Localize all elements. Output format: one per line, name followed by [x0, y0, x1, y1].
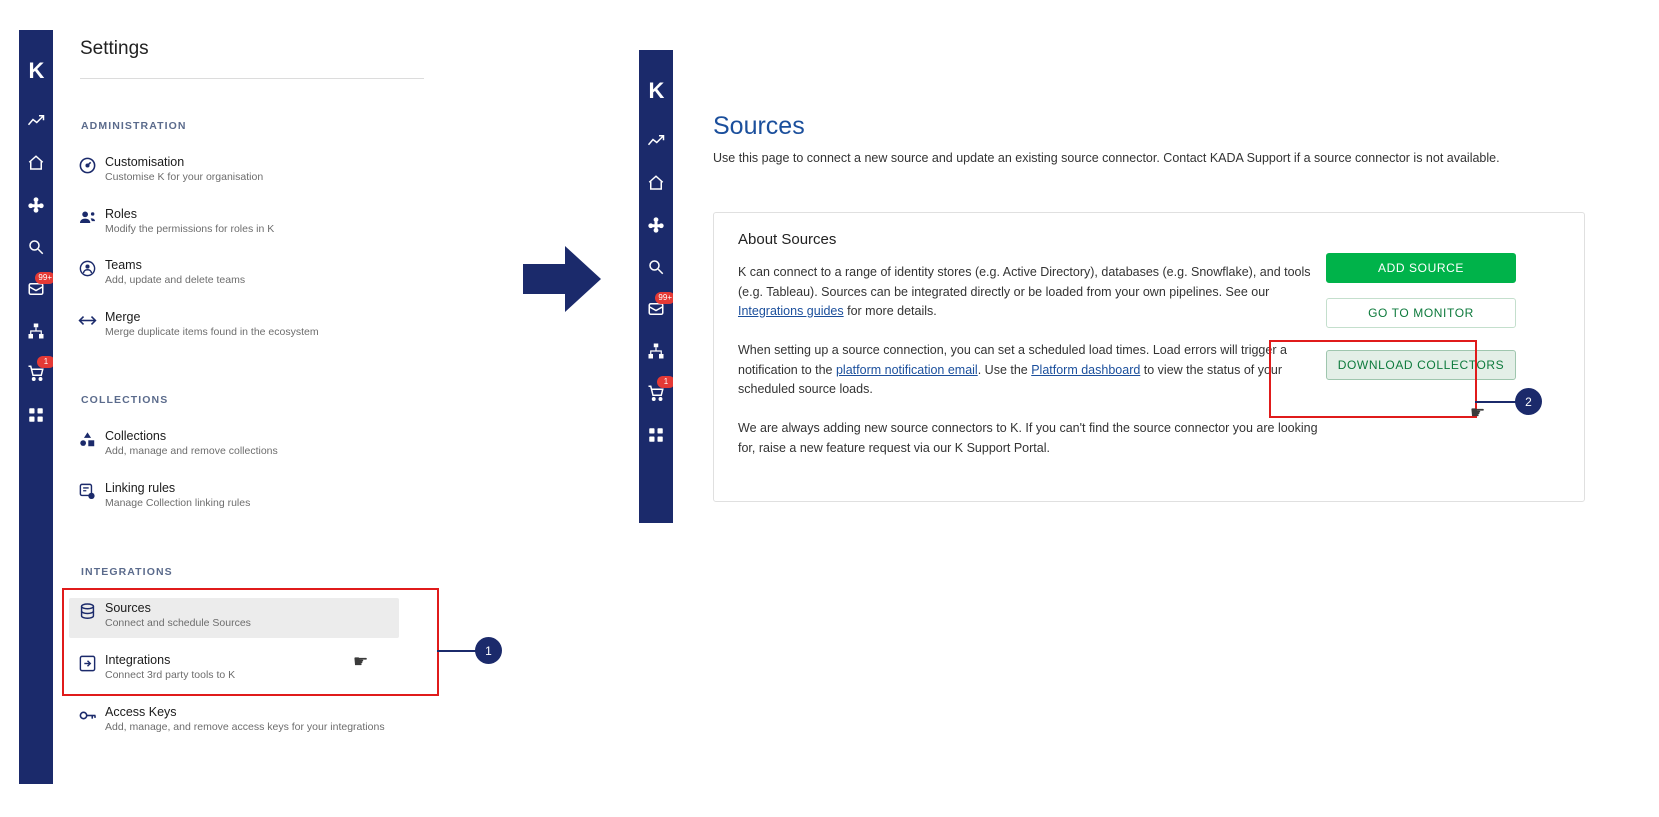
annotation-bubble-1: 1 [475, 637, 502, 664]
sidebar-item-subtitle: Add, manage and remove collections [105, 445, 278, 457]
about-paragraph-3: We are always adding new source connectors to K. If you can't find the source connector you are looking for, raise a new feature request via our K Support Portal. [738, 421, 1318, 455]
search-icon[interactable] [23, 234, 49, 260]
sidebar-item-collections[interactable] [69, 426, 399, 466]
sidebar-item-subtitle: Merge duplicate items found in the ecosystem [105, 326, 319, 338]
cart-badge: 1 [657, 376, 675, 388]
integrations-guides-link[interactable]: Integrations guides [738, 304, 844, 318]
search-icon[interactable] [643, 254, 669, 280]
about-paragraph-1 [738, 263, 1318, 322]
go-to-monitor-button[interactable]: GO TO MONITOR [1326, 298, 1516, 328]
merge-icon [69, 309, 105, 330]
home-icon[interactable] [643, 170, 669, 196]
sidebar-item-title: Customisation [105, 155, 185, 169]
customisation-icon [69, 154, 105, 175]
apps-icon[interactable] [643, 422, 669, 448]
annotation-bubble-2: 2 [1515, 388, 1542, 415]
sidebar-item-title: Sources [105, 601, 151, 615]
sources-panel [673, 50, 1603, 523]
page-title: Settings [80, 38, 149, 59]
sources-page-description: Use this page to connect a new source and update an existing source connector. Contact KADA Support if a source connector is not available. [713, 151, 1500, 165]
title-divider [80, 78, 424, 79]
cart-badge: 1 [37, 356, 55, 368]
inbox-badge: 99+ [35, 272, 55, 284]
about-paragraph-2-text-c: to view the status of your scheduled source loads. [738, 362, 1283, 396]
section-label-integrations: INTEGRATIONS [81, 566, 173, 578]
about-paragraph-2-text-b: . Use the [977, 362, 1032, 377]
sidebar-item-subtitle: Modify the permissions for roles in K [105, 223, 275, 235]
sitemap-icon[interactable] [643, 338, 669, 364]
sidebar-item-roles[interactable] [69, 204, 399, 244]
access-keys-icon [69, 704, 105, 725]
sidebar-item-title: Integrations [105, 653, 171, 667]
sources-icon [69, 600, 105, 621]
sidebar-item-teams[interactable] [69, 255, 399, 295]
cart-icon[interactable] [23, 357, 49, 386]
about-sources-card [713, 212, 1585, 502]
sidebar-item-title: Merge [105, 310, 141, 324]
collections-icon [69, 428, 105, 449]
transition-arrow-icon [521, 238, 603, 320]
sidebar-item-subtitle: Add, update and delete teams [105, 274, 246, 286]
sidebar-item-access-keys[interactable] [69, 702, 399, 742]
sitemap-icon[interactable] [23, 318, 49, 344]
linking-rules-icon [69, 480, 105, 501]
sidebar-item-linking-rules[interactable] [69, 478, 399, 518]
trending-icon[interactable] [643, 128, 669, 154]
about-paragraph-2 [738, 341, 1318, 400]
puzzle-icon[interactable] [23, 192, 49, 218]
k-logo[interactable]: K [28, 58, 44, 83]
platform-dashboard-link[interactable]: Platform dashboard [1031, 362, 1141, 377]
inbox-icon[interactable] [643, 293, 672, 322]
about-paragraph-1-text-b: for more details. [843, 304, 937, 318]
annotation-line-2 [1475, 401, 1518, 403]
home-icon[interactable] [23, 150, 49, 176]
inbox-icon[interactable] [23, 273, 52, 302]
sidebar-item-subtitle: Customise K for your organisation [105, 171, 264, 183]
sidebar-item-integrations[interactable] [69, 650, 399, 690]
trending-icon[interactable] [23, 108, 49, 134]
sidebar-item-sources[interactable] [69, 598, 399, 638]
teams-icon [69, 257, 105, 278]
platform-notification-email-link[interactable]: platform notification email [835, 362, 978, 377]
add-source-button[interactable]: ADD SOURCE [1326, 253, 1516, 283]
about-paragraph-1-text-a: K can connect to a range of identity stores (e.g. Active Directory), databases (e.g. Snowflake), and tools (e.g. Tableau). Sources can be integrated directly or be loaded from your own pipelines. See our [738, 265, 1311, 299]
sidebar-item-title: Teams [105, 258, 142, 272]
section-label-administration: ADMINISTRATION [81, 120, 187, 132]
sidebar-item-title: Linking rules [105, 481, 176, 495]
sidebar-item-customisation[interactable] [69, 152, 399, 192]
about-paragraph-2-text-a: When setting up a source connection, you can set a scheduled load times. Load errors will trigger a notification to the [738, 343, 1287, 377]
apps-icon[interactable] [23, 402, 49, 428]
settings-panel [53, 30, 613, 784]
sidebar-item-title: Roles [105, 207, 137, 221]
about-sources-title: About Sources [738, 231, 837, 248]
puzzle-icon[interactable] [643, 212, 669, 238]
sidebar-item-subtitle: Connect 3rd party tools to K [105, 669, 236, 681]
sidebar-item-subtitle: Manage Collection linking rules [105, 497, 251, 509]
roles-icon [69, 206, 105, 227]
sidebar-item-subtitle: Connect and schedule Sources [105, 617, 251, 629]
sidebar-item-title: Collections [105, 429, 167, 443]
inbox-badge: 99+ [655, 292, 675, 304]
section-label-collections: COLLECTIONS [81, 394, 169, 406]
cart-icon[interactable] [643, 377, 669, 406]
sidebar-item-merge[interactable] [69, 307, 399, 347]
download-collectors-button[interactable]: DOWNLOAD COLLECTORS [1326, 350, 1516, 380]
sidebar-item-title: Access Keys [105, 705, 177, 719]
mouse-cursor-left: ☛ [353, 652, 369, 671]
k-logo[interactable]: K [648, 78, 664, 103]
left-sidebar-rail [19, 30, 53, 784]
integrations-icon [69, 652, 105, 673]
right-sidebar-rail [639, 50, 673, 523]
annotation-line-1 [437, 650, 480, 652]
mouse-cursor-right: ☛ [1470, 403, 1486, 422]
sidebar-item-subtitle: Add, manage, and remove access keys for your integrations [105, 721, 385, 733]
sources-page-title: Sources [713, 112, 805, 140]
